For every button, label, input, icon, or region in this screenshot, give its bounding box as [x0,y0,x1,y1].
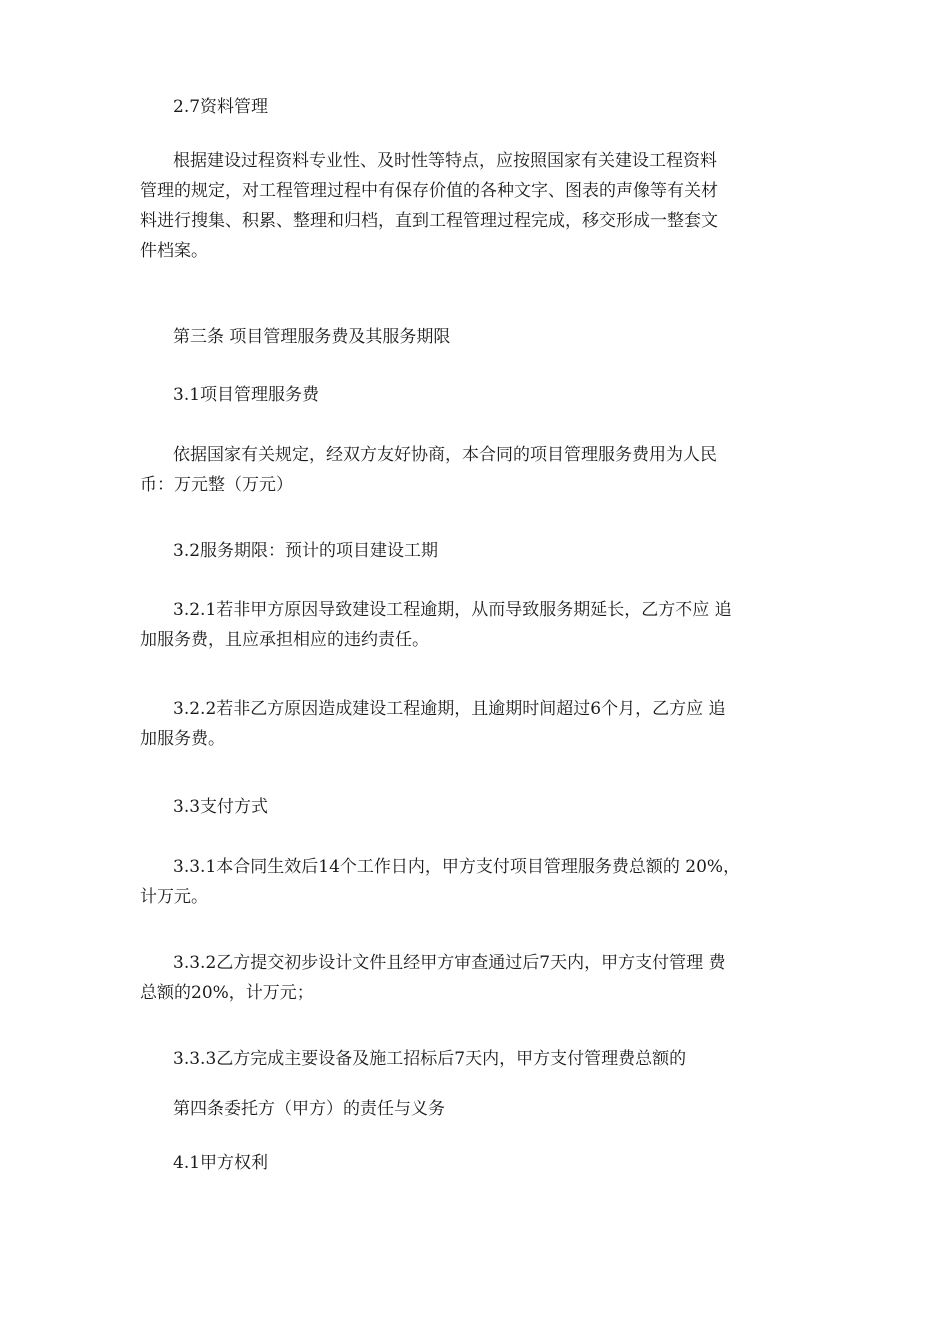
clause-3-2-1 [140,595,812,655]
section-heading-2-7 [173,92,813,122]
text-line: 管理的规定，对工程管理过程中有保存价值的各种文字、图表的声像等有关材 [140,181,718,201]
clause-3-3-1 [140,852,812,912]
article-heading-3 [173,322,813,352]
text-line: 3.2.1若非甲方原因导致建设工程逾期，从而导致服务期延长，乙方不应 追 [173,600,732,620]
text-line: 3.3.3乙方完成主要设备及施工招标后7天内，甲方支付管理费总额的 [173,1049,687,1069]
paragraph-service-fee [140,440,812,500]
text-line: 3.3.2乙方提交初步设计文件且经甲方审查通过后7天内，甲方支付管理 费 [173,953,726,973]
text-line: 加服务费。 [140,729,225,749]
text-line: 3.3支付方式 [173,797,269,817]
section-heading-3-2 [173,536,813,566]
paragraph-data-management [140,146,812,266]
text-line: 总额的20%，计万元； [140,983,314,1003]
text-line: 3.1项目管理服务费 [173,385,320,405]
text-line: 2.7资料管理 [173,97,269,117]
text-line: 4.1甲方权利 [173,1153,269,1173]
text-line: 币：万元整（万元） [140,475,293,495]
clause-3-3-3 [173,1044,813,1074]
text-line: 3.2.2若非乙方原因造成建设工程逾期，且逾期时间超过6个月，乙方应 追 [173,699,726,719]
text-line: 件档案。 [140,241,208,261]
article-heading-4 [173,1094,813,1124]
text-line: 计万元。 [140,887,208,907]
text-line: 3.2服务期限：预计的项目建设工期 [173,541,439,561]
text-line: 第四条委托方（甲方）的责任与义务 [173,1099,445,1119]
text-line: 根据建设过程资料专业性、及时性等特点，应按照国家有关建设工程资料 [173,151,717,171]
section-heading-4-1 [173,1148,813,1178]
text-line: 加服务费，且应承担相应的违约责任。 [140,630,429,650]
clause-3-2-2 [140,694,812,754]
section-heading-3-1 [173,380,813,410]
text-line: 3.3.1本合同生效后14个工作日内，甲方支付项目管理服务费总额的 20%， [173,857,741,877]
section-heading-3-3 [173,792,813,822]
text-line: 依据国家有关规定，经双方友好协商，本合同的项目管理服务费用为人民 [173,445,717,465]
text-line: 第三条 项目管理服务费及其服务期限 [173,327,451,347]
clause-3-3-2 [140,948,812,1008]
text-line: 料进行搜集、积累、整理和归档，直到工程管理过程完成，移交形成一整套文 [140,211,718,231]
